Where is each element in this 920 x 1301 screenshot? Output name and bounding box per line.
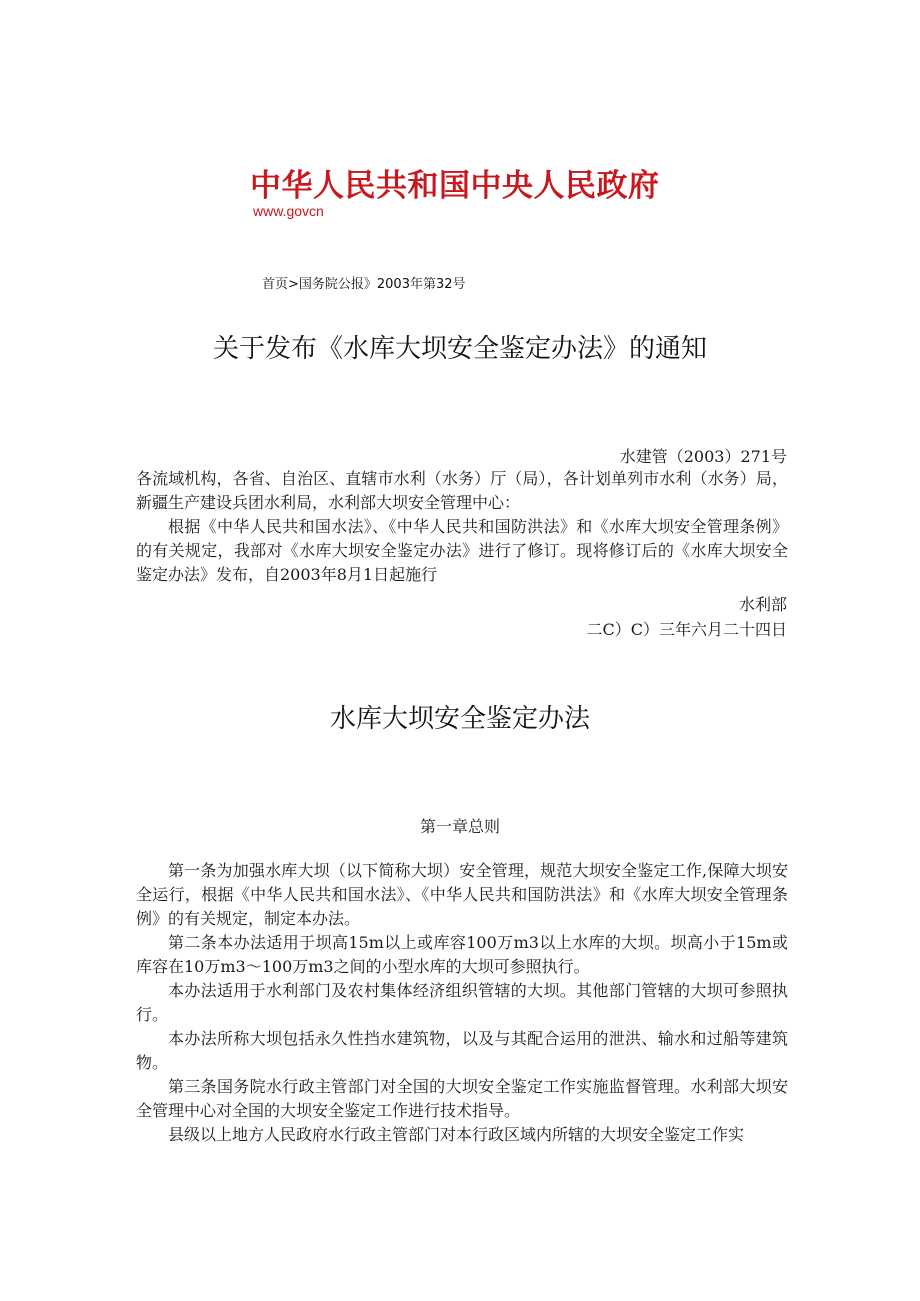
site-title[interactable]: 中华人民共和国中央人民政府 (250, 168, 660, 204)
issuer: 水利部 (738, 595, 787, 614)
article-paragraph: 第三条国务院水行政主管部门对全国的大坝安全鉴定工作实施监督管理。水利部大坝安全管理中心对全国的大坝安全鉴定工作进行技术指导。 (136, 1077, 788, 1120)
notice-paragraph: 根据《中华人民共和国水法》、《中华人民共和国防洪法》和《水库大坝安全管理条例》的有关规定，我部对《水库大坝安全鉴定办法》进行了修订。现将修订后的《水库大坝安全鉴定办法》发布，自2003年8月1日起施行 (136, 517, 788, 584)
article-paragraph: 本办法所称大坝包括永久性挡水建筑物，以及与其配合运用的泄洪、输水和过船等建筑物。 (136, 1029, 788, 1072)
law-title: 水库大坝安全鉴定办法 (329, 704, 590, 734)
law-body (136, 859, 788, 1147)
notice-body (136, 467, 788, 587)
notice-recipients: 各流域机构，各省、自治区、直辖市水利（水务）厅（局），各计划单列市水利（水务）局，新疆生产建设兵团水利局，水利部大坝安全管理中心： (136, 469, 788, 512)
site-url[interactable]: www.govcn (253, 203, 324, 219)
issue-date: 二C）C）三年六月二十四日 (586, 620, 787, 639)
document-number: 水建管（2003）271号 (619, 447, 787, 466)
breadcrumb[interactable]: 首页>国务院公报》2003年第32号 (262, 277, 466, 292)
notice-title: 关于发布《水库大坝安全鉴定办法》的通知 (212, 334, 707, 364)
article-paragraph: 县级以上地方人民政府水行政主管部门对本行政区域内所辖的大坝安全鉴定工作实 (168, 1125, 745, 1144)
article-paragraph: 本办法适用于水利部门及农村集体经济组织管辖的大坝。其他部门管辖的大坝可参照执行。 (136, 981, 788, 1024)
article-paragraph: 第一条为加强水库大坝（以下简称大坝）安全管理，规范大坝安全鉴定工作,保障大坝安全运行，根据《中华人民共和国水法》、《中华人民共和国防洪法》和《水库大坝安全管理条例》的有关规定，制定本办法。 (136, 861, 788, 928)
article-paragraph: 第二条本办法适用于坝高15m以上或库容100万m3以上水库的大坝。坝高小于15m或库容在10万m3～100万m3之间的小型水库的大坝可参照执行。 (136, 933, 788, 976)
chapter-heading: 第一章总则 (419, 817, 500, 836)
